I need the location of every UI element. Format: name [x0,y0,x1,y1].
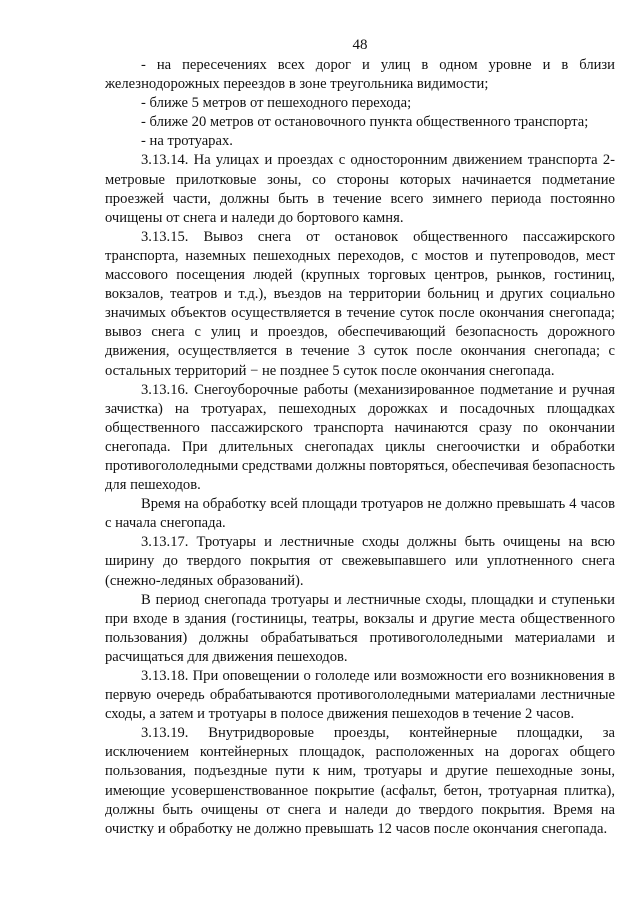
paragraph-3-13-16: 3.13.16. Снегоуборочные работы (механизированное подметание и ручная зачистка) на тротуарах, пешеходных дорожках и посадочных площадках общественного пассажирского транспорта начинаются сразу по окончании снегопада. При длительных снегопадах циклы снегоочистки и обработки противогололедными средствами должны повторяться, обеспечивая безопасность для пешеходов. [105,381,615,494]
paragraph-intersections: - на пересечениях всех дорог и улиц в одном уровне и в близи железнодорожных переездов в зоне треугольника видимости; [105,57,615,93]
paragraph-3-13-19: 3.13.19. Внутридворовые проезды, контейнерные площадки, за исключением контейнерных площадок, расположенных на дорогах общего пользования, подъездные пути к ним, тротуары и другие пешеходные зоны, имеющие усовершенствованное покрытие (асфальт, бетон, тротуарная плитка), должны быть очищены от снега и наледи до твердого покрытия. Время на очистку и обработку не должно превышать 12 часов после окончания снегопада. [105,725,615,837]
paragraph-3-13-17: 3.13.17. Тротуары и лестничные сходы должны быть очищены на всю ширину до твердого покрытия от свежевыпавшего или уплотненного снега (снежно-ледяных образований). [105,534,615,589]
page-number: 48 [352,37,368,53]
document-page [105,36,615,839]
paragraph-3-13-14: 3.13.14. На улицах и проездах с односторонним движением транспорта 2-метровые прилотковые зоны, со стороны которых начинается подметание проезжей части, должны быть в течение всего зимнего периода постоянно очищены от снега и наледи до бортового камня. [105,152,615,226]
paragraph-treatment-time: Время на обработку всей площади тротуаров не должно превышать 4 часов с начала снегопада. [105,496,615,532]
paragraph-3-13-15: 3.13.15. Вывоз снега от остановок общественного пассажирского транспорта, наземных пешеходных переходов, с мостов и путепроводов, мест массового посещения людей (крупных торговых центров, рынков, гостиниц, вокзалов, театров и т.д.), въездов на территории больниц и других социально значимых объектов осуществляется в течение суток после окончания снегопада; вывоз снега с улиц и проездов, обеспечивающий безопасность дорожного движения, осуществляется в течение 3 суток после окончания снегопада; с остальных территорий − не позднее 5 суток после окончания снегопада. [105,228,615,379]
paragraph-3-13-18: 3.13.18. При оповещении о гололеде или возможности его возникновения в первую очередь обрабатываются противогололедными материалами лестничные сходы, а затем и тротуары в полосе движения пешеходов в течение 2 часов. [105,668,615,723]
paragraph-snowfall-period: В период снегопада тротуары и лестничные сходы, площадки и ступеньки при входе в здания (гостиницы, театры, вокзалы и другие места общественного пользования) должны обрабатываться противогололедными материалами и расчищаться для движения пешеходов. [105,591,615,665]
paragraph-sidewalks: - на тротуарах. [141,133,233,150]
paragraph-crosswalk: - ближе 5 метров от пешеходного перехода; [141,95,412,112]
paragraph-transit-stop: - ближе 20 метров от остановочного пункта общественного транспорта; [141,114,589,131]
